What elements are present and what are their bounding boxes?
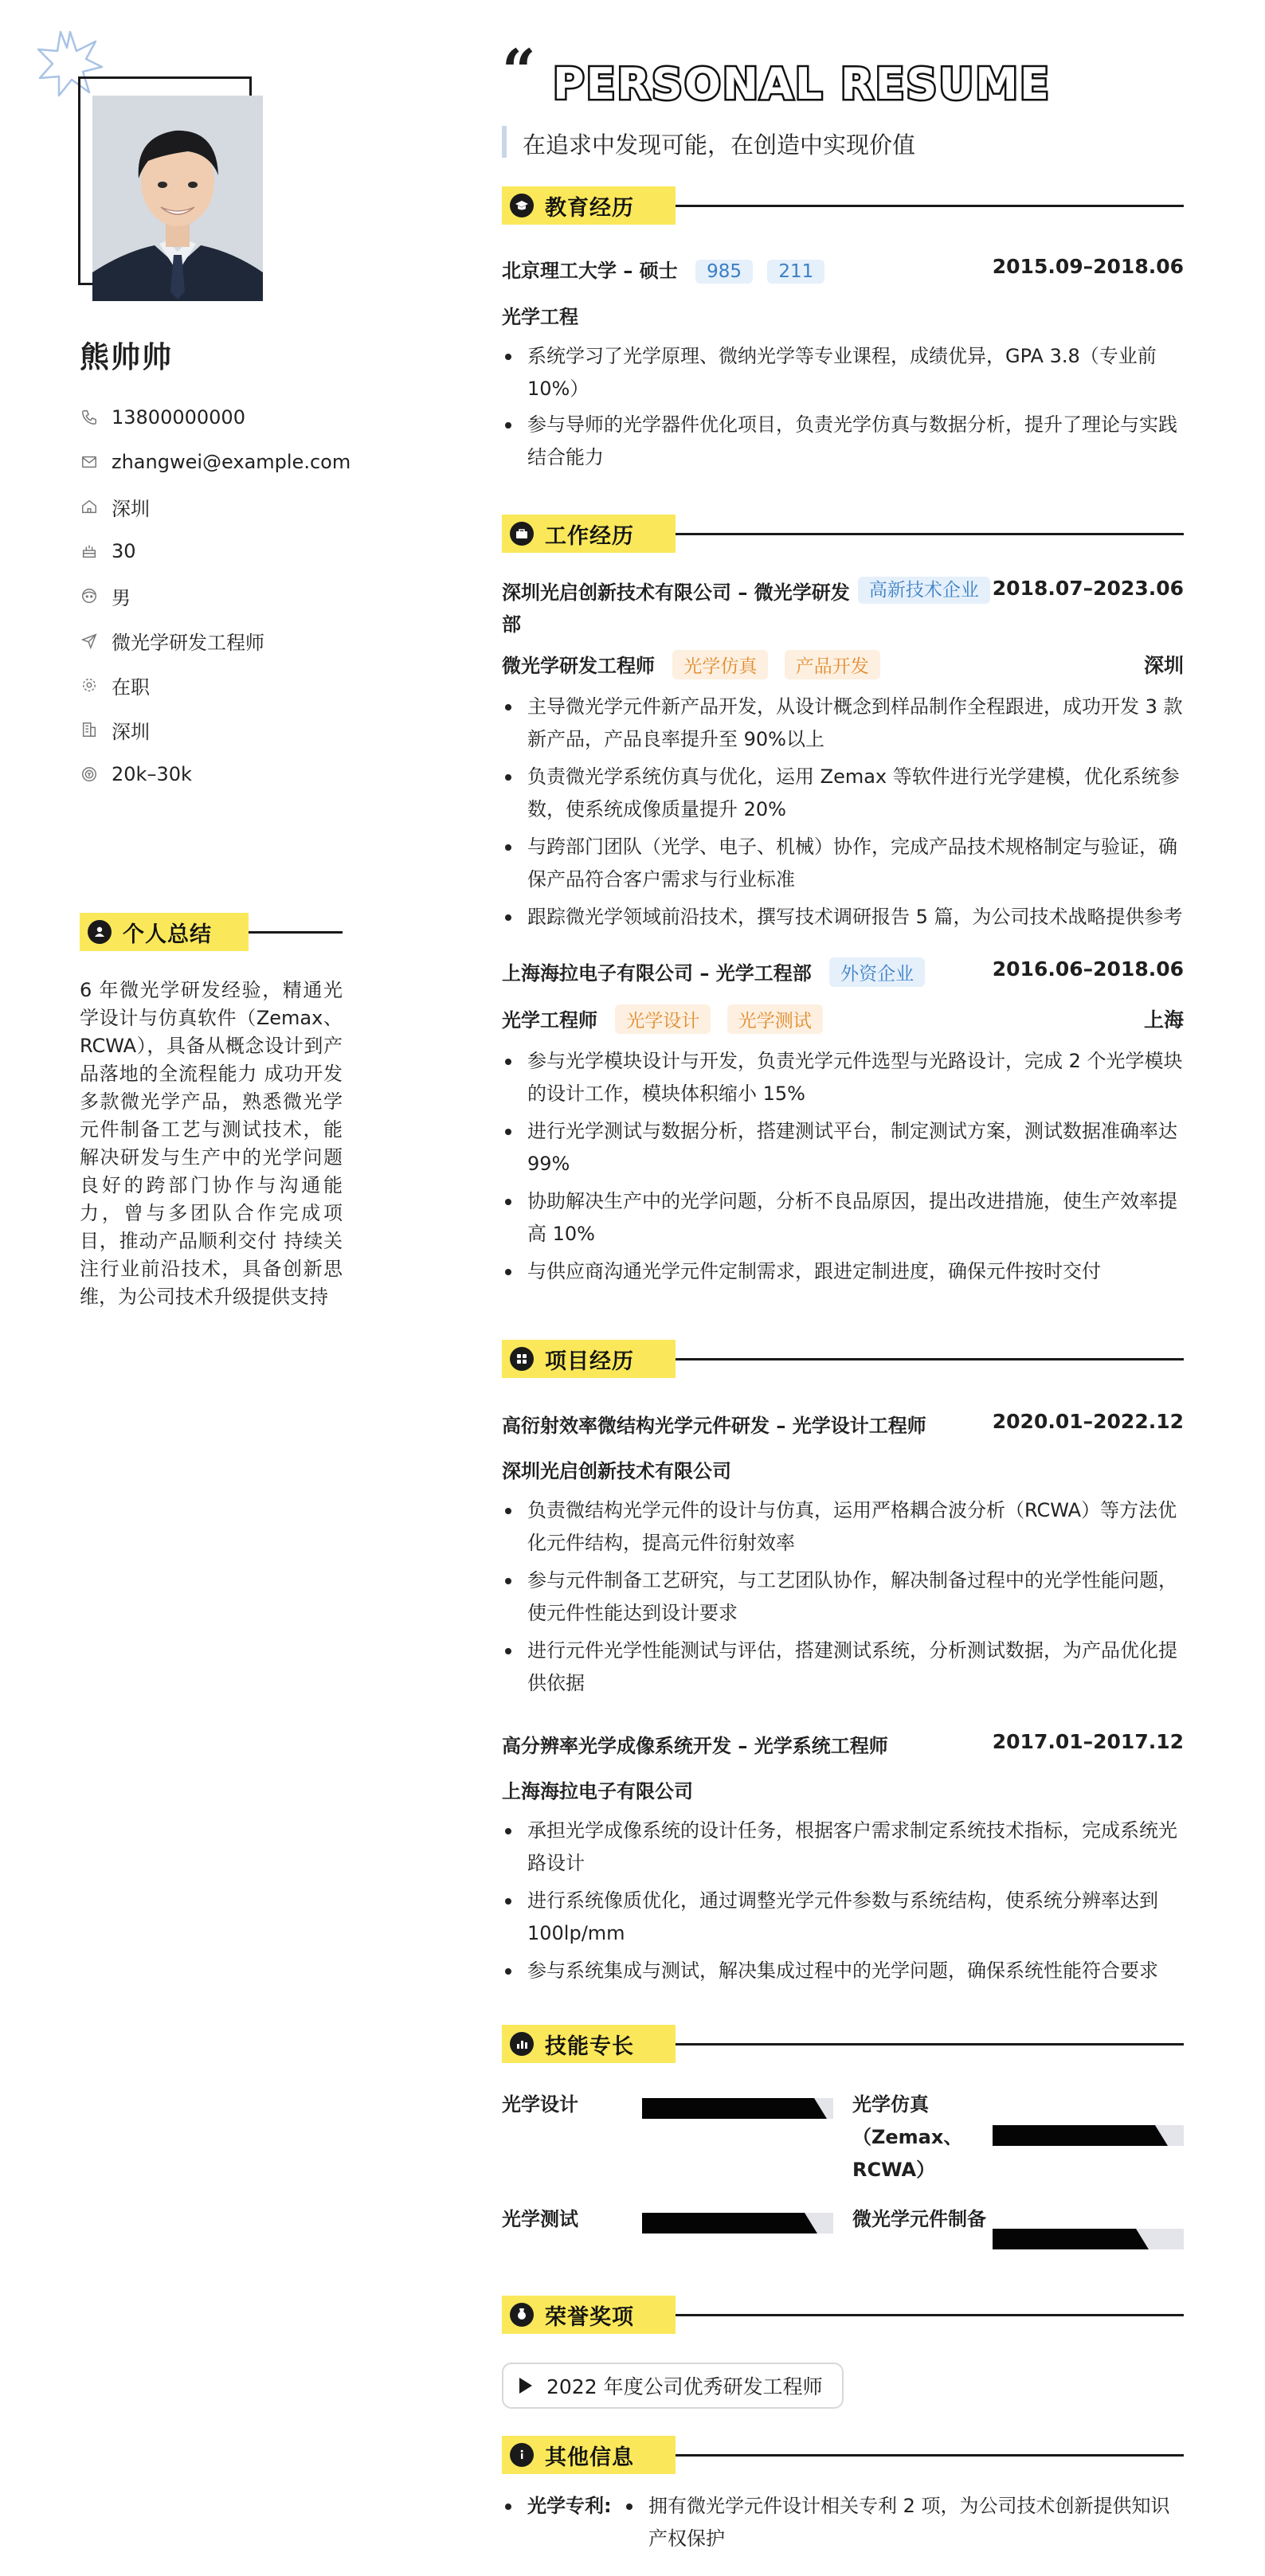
send-icon <box>80 631 99 650</box>
project-org: 深圳光启创新技术有限公司 <box>502 1460 731 1482</box>
info-gender <box>80 574 351 618</box>
position-text: 微光学研发工程师 <box>112 631 264 654</box>
info-city <box>80 707 351 752</box>
other-section-header <box>502 2436 1184 2474</box>
projects-section <box>502 1340 1184 1987</box>
gender-text: 男 <box>112 586 131 609</box>
job-role-tag: 光学设计 <box>615 1004 711 1034</box>
education-title: 教育经历 <box>545 195 634 221</box>
project-org: 上海海拉电子有限公司 <box>502 1780 693 1803</box>
project-bullets <box>502 1494 1184 1700</box>
info-home <box>80 484 351 529</box>
list-item: 与供应商沟通光学元件定制需求，跟进定制进度，确保元件按时交付 <box>502 1255 1184 1288</box>
play-icon <box>519 2378 532 2394</box>
phone-text: 13800000000 <box>112 406 245 429</box>
award-text: 2022 年度公司优秀研发工程师 <box>546 2375 823 2398</box>
job-bullets <box>502 1045 1184 1288</box>
status-text: 在职 <box>112 675 150 699</box>
email-text: zhangwei@example.com <box>112 451 351 473</box>
section-divider <box>676 1358 1184 1360</box>
list-item: 进行光学测试与数据分析，搭建测试平台，制定测试方案，测试数据准确率达99% <box>502 1115 1184 1180</box>
gender-icon <box>80 586 99 605</box>
project-name: 高衍射效率微结构光学元件研发 – 光学设计工程师 <box>502 1415 926 1437</box>
project-date: 2017.01–2017.12 <box>992 1730 1184 1753</box>
job-date: 2016.06–2018.06 <box>992 957 1184 981</box>
skills-section <box>502 2025 1184 2264</box>
award-item-button[interactable] <box>502 2363 844 2409</box>
info-salary <box>80 752 351 797</box>
summary-title: 个人总结 <box>123 922 212 947</box>
job-role-row <box>502 1004 823 1034</box>
list-item: 参与系统集成与测试，解决集成过程中的光学问题，确保系统性能符合要求 <box>502 1955 1184 1987</box>
resume-title <box>550 56 1051 112</box>
education-section-header <box>502 186 1184 225</box>
skills-title: 技能专长 <box>545 2034 634 2059</box>
list-item: 跟踪微光学领域前沿技术，撰写技术调研报告 5 篇，为公司技术战略提供参考 <box>502 901 1184 934</box>
briefcase-icon <box>510 522 534 546</box>
bar-chart-icon <box>510 2032 534 2056</box>
list-item: 参与光学模块设计与开发，负责光学元件选型与光路设计，完成 2 个光学模块的设计工作，模块体积缩小 15% <box>502 1045 1184 1110</box>
skill-bar <box>642 2098 833 2119</box>
section-divider <box>676 2314 1184 2316</box>
info-status <box>80 663 351 707</box>
education-section <box>502 186 1184 474</box>
education-tag: 985 <box>695 260 753 284</box>
list-item: 进行系统像质优化，通过调整光学元件参数与系统结构，使系统分辨率达到100lp/mm <box>502 1885 1184 1950</box>
other-title: 其他信息 <box>545 2445 634 2470</box>
skill-bar-fill <box>993 2229 1149 2249</box>
resume-subtitle: 在追求中发现可能，在创造中实现价值 <box>523 131 916 159</box>
list-item: 系统学习了光学原理、微纳光学等专业课程，成绩优异，GPA 3.8（专业前10%） <box>502 340 1184 405</box>
skill-label: 光学测试 <box>502 2208 578 2230</box>
education-bullets <box>502 340 1184 474</box>
job-company-tag: 外资企业 <box>829 957 925 987</box>
honors-section <box>502 2296 1184 2409</box>
job-company: 深圳光启创新技术有限公司 – 微光学研发部 <box>502 581 850 636</box>
section-divider <box>676 533 1184 535</box>
contact-info-list <box>80 395 351 797</box>
list-item: 与跨部门团队（光学、电子、机械）协作，完成产品技术规格制定与验证，确保产品符合客户需求与行业标准 <box>502 831 1184 896</box>
graduation-cap-icon <box>510 194 534 217</box>
section-divider <box>676 2043 1184 2046</box>
skill-bar-fill <box>993 2125 1168 2146</box>
projects-title: 项目经历 <box>545 1349 634 1374</box>
honors-title: 荣誉奖项 <box>545 2304 634 2330</box>
education-date: 2015.09–2018.06 <box>992 255 1184 278</box>
list-item: 拥有微光学元件设计相关专利 2 项，为公司技术创新提供知识产权保护 <box>623 2490 1181 2555</box>
user-icon <box>88 920 112 944</box>
other-item-bullets <box>623 2490 1181 2555</box>
sidebar <box>0 0 446 2576</box>
skill-label: 光学设计 <box>502 2093 578 2116</box>
list-item: 负责微结构光学元件的设计与仿真，运用严格耦合波分析（RCWA）等方法优化元件结构，提高元件衍射效率 <box>502 1494 1184 1560</box>
list-item: 参与元件制备工艺研究，与工艺团队协作，解决制备过程中的光学性能问题，使元件性能达到设计要求 <box>502 1564 1184 1630</box>
job-city: 上海 <box>1143 1008 1184 1032</box>
status-icon <box>80 675 99 695</box>
home-text: 深圳 <box>112 497 150 520</box>
resume-title-text: PERSONAL RESUME <box>553 59 1051 109</box>
subtitle-accent-bar <box>502 126 507 158</box>
candidate-name: 熊帅帅 <box>80 340 173 374</box>
project-date: 2020.01–2022.12 <box>992 1410 1184 1433</box>
job-date: 2018.07–2023.06 <box>992 577 1184 600</box>
list-item: 主导微光学元件新产品开发，从设计概念到样品制作全程跟进，成功开发 3 款新产品，产品良率提升至 90%以上 <box>502 691 1184 756</box>
section-divider <box>676 205 1184 207</box>
job-bullets <box>502 691 1184 934</box>
education-school-row <box>502 255 824 284</box>
salary-icon <box>80 765 99 784</box>
education-tag: 211 <box>767 260 824 284</box>
list-item: 承担光学成像系统的设计任务，根据客户需求制定系统技术指标，完成系统光路设计 <box>502 1815 1184 1880</box>
skill-bar-fill <box>642 2213 817 2233</box>
info-position <box>80 618 351 663</box>
list-item: 进行元件光学性能测试与评估，搭建测试系统，分析测试数据，为产品优化提供依据 <box>502 1634 1184 1700</box>
avatar <box>92 96 263 301</box>
grid-icon <box>510 1347 534 1371</box>
job-city: 深圳 <box>1143 654 1184 677</box>
section-divider <box>676 2454 1184 2457</box>
age-text: 30 <box>112 540 136 562</box>
cake-icon <box>80 542 99 561</box>
education-school: 北京理工大学 – 硕士 <box>502 260 678 282</box>
info-phone <box>80 395 351 440</box>
info-age <box>80 529 351 574</box>
quote-mark: “ <box>502 37 536 106</box>
job-role: 微光学研发工程师 <box>502 655 655 677</box>
other-item <box>502 2490 1184 2555</box>
skill-label: 光学仿真（Zemax、RCWA） <box>852 2093 963 2181</box>
job-role: 光学工程师 <box>502 1009 597 1032</box>
other-item-label: 光学专利: <box>527 2495 612 2517</box>
summary-text: 6 年微光学研发经验，精通光学设计与仿真软件（Zemax、RCWA），具备从概念设计到产品落地的全流程能力 成功开发多款微光学产品，熟悉微光学元件制备工艺与测试技术，能解决研发与生产中的光学问题 良好的跨部门协作与沟通能力，曾与多团队合作完成项目，推动产品顺利交付 持续关注行业前沿技术，具备创新思维，为公司技术升级提供支持 <box>80 979 343 1308</box>
skill-bar-fill <box>642 2098 827 2119</box>
list-item: 参与导师的光学器件优化项目，负责光学仿真与数据分析，提升了理论与实践结合能力 <box>502 409 1184 474</box>
project-bullets <box>502 1815 1184 1987</box>
list-item: 协助解决生产中的光学问题，分析不良品原因，提出改进措施，使生产效率提高 10% <box>502 1185 1184 1251</box>
other-section <box>502 2436 1184 2555</box>
education-major: 光学工程 <box>502 306 578 328</box>
skill-bar <box>993 2125 1184 2146</box>
salary-text: 20k–30k <box>112 763 192 785</box>
summary-section-header <box>80 913 343 951</box>
section-divider <box>249 931 343 934</box>
honors-section-header <box>502 2296 1184 2334</box>
info-email <box>80 440 351 484</box>
city-text: 深圳 <box>112 720 150 743</box>
projects-section-header <box>502 1340 1184 1378</box>
skill-label: 微光学元件制备 <box>852 2208 986 2230</box>
job-company: 上海海拉电子有限公司 – 光学工程部 <box>502 962 812 985</box>
work-title: 工作经历 <box>545 523 634 549</box>
job-role-tag: 光学仿真 <box>672 650 768 679</box>
job-role-row <box>502 650 880 679</box>
work-section-header <box>502 515 1184 553</box>
medal-icon <box>510 2303 534 2327</box>
skill-bar <box>993 2229 1184 2249</box>
mail-icon <box>80 452 99 472</box>
work-section <box>502 515 1184 1288</box>
job-company-row <box>502 957 925 987</box>
job-company-tag: 高新技术企业 <box>858 577 990 604</box>
list-item: 负责微光学系统仿真与优化，运用 Zemax 等软件进行光学建模，优化系统参数，使系统成像质量提升 20% <box>502 761 1184 826</box>
job-role-tag: 光学测试 <box>727 1004 823 1034</box>
home-icon <box>80 497 99 516</box>
project-name: 高分辨率光学成像系统开发 – 光学系统工程师 <box>502 1735 888 1757</box>
skill-bar <box>642 2213 833 2233</box>
phone-icon <box>80 408 99 427</box>
bullet-dot <box>505 2504 511 2510</box>
building-icon <box>80 720 99 739</box>
info-icon <box>510 2443 534 2467</box>
job-role-tag: 产品开发 <box>785 650 880 679</box>
skills-section-header <box>502 2025 1184 2063</box>
